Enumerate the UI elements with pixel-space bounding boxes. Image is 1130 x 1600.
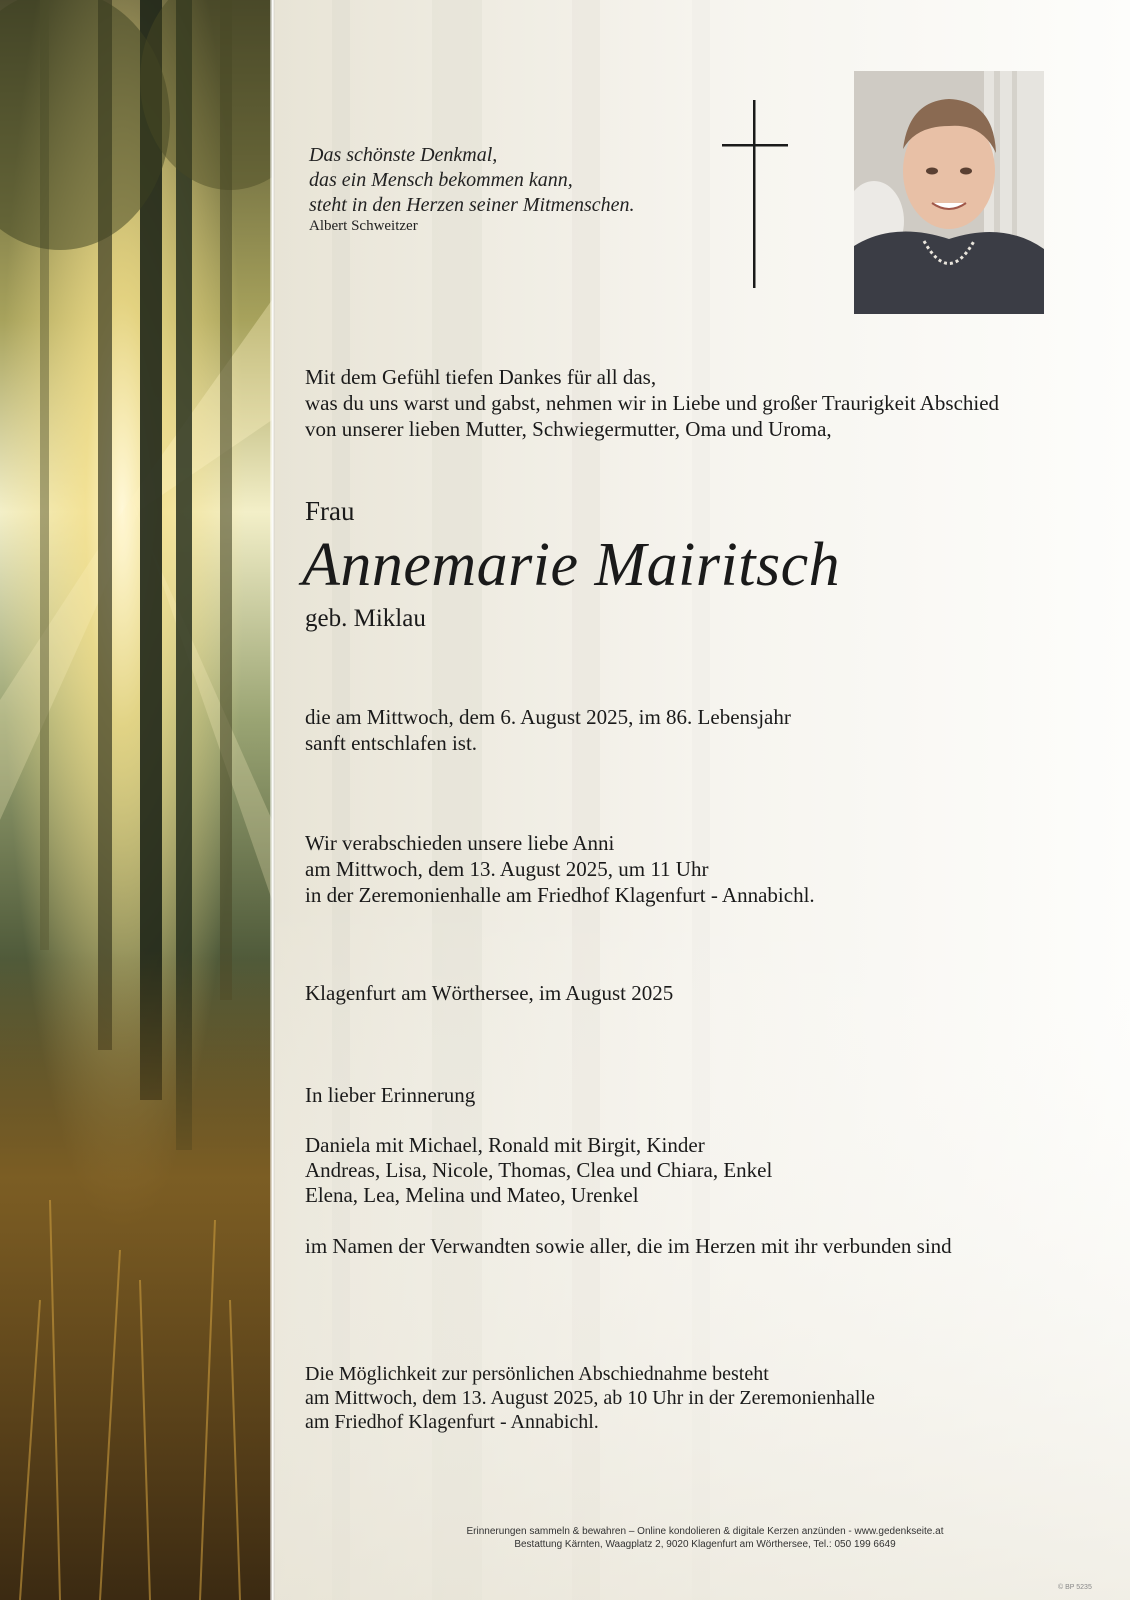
death-line: sanft entschlafen ist. bbox=[305, 731, 478, 755]
farewell-line: am Mittwoch, dem 13. August 2025, ab 10 Uhr in der Zeremonienhalle bbox=[305, 1387, 875, 1409]
portrait-photo bbox=[854, 71, 1044, 314]
document-code: © BP 5235 bbox=[1058, 1584, 1092, 1591]
footer bbox=[290, 1525, 1120, 1551]
intro-line: Mit dem Gefühl tiefen Dankes für all das, bbox=[305, 365, 657, 389]
family-line: Andreas, Lisa, Nicole, Thomas, Clea und Chiara, Enkel bbox=[305, 1158, 773, 1182]
place-date: Klagenfurt am Wörthersee, im August 2025 bbox=[305, 981, 674, 1005]
family-list bbox=[305, 1133, 772, 1208]
quote-line: das ein Mensch bekommen kann, bbox=[309, 169, 573, 191]
farewell-line: Die Möglichkeit zur persönlichen Abschiednahme besteht bbox=[305, 1363, 769, 1385]
quote bbox=[309, 143, 634, 218]
intro-text bbox=[305, 364, 999, 442]
funeral-line: Wir verabschieden unsere liebe Anni bbox=[305, 831, 615, 855]
cross-icon bbox=[722, 100, 788, 288]
forest-illustration bbox=[0, 0, 272, 1600]
intro-line: von unserer lieben Mutter, Schwiegermutter, Oma und Uroma, bbox=[305, 417, 832, 441]
funeral-details bbox=[305, 830, 815, 908]
relatives-line: im Namen der Verwandten sowie aller, die im Herzen mit ihr verbunden sind bbox=[305, 1234, 952, 1258]
death-line: die am Mittwoch, dem 6. August 2025, im 86. Lebensjahr bbox=[305, 705, 791, 729]
portrait-illustration bbox=[854, 71, 1044, 314]
death-notice bbox=[305, 704, 791, 756]
footer-line: Bestattung Kärnten, Waagplatz 2, 9020 Klagenfurt am Wörthersee, Tel.: 050 199 6649 bbox=[514, 1539, 896, 1550]
farewell-info bbox=[305, 1362, 875, 1434]
family-line: Daniela mit Michael, Ronald mit Birgit, Kinder bbox=[305, 1133, 705, 1157]
footer-line: Erinnerungen sammeln & bewahren – Online kondolieren & digitale Kerzen anzünden - www.gedenkseite.at bbox=[466, 1526, 944, 1537]
funeral-line: in der Zeremonienhalle am Friedhof Klagenfurt - Annabichl. bbox=[305, 883, 815, 907]
quote-author: Albert Schweitzer bbox=[309, 218, 418, 234]
deceased-name: Annemarie Mairitsch bbox=[302, 531, 841, 599]
memory-heading: In lieber Erinnerung bbox=[305, 1083, 476, 1107]
farewell-line: am Friedhof Klagenfurt - Annabichl. bbox=[305, 1411, 599, 1433]
birth-name: geb. Miklau bbox=[305, 605, 426, 632]
funeral-line: am Mittwoch, dem 13. August 2025, um 11 Uhr bbox=[305, 857, 709, 881]
intro-line: was du uns warst und gabst, nehmen wir in Liebe und großer Traurigkeit Abschied bbox=[305, 391, 1000, 415]
deceased-title: Frau bbox=[305, 496, 355, 526]
forest-image bbox=[0, 0, 272, 1600]
family-line: Elena, Lea, Melina und Mateo, Urenkel bbox=[305, 1183, 639, 1207]
quote-line: Das schönste Denkmal, bbox=[309, 144, 498, 166]
quote-line: steht in den Herzen seiner Mitmenschen. bbox=[309, 194, 635, 216]
panel-divider bbox=[270, 0, 275, 1600]
